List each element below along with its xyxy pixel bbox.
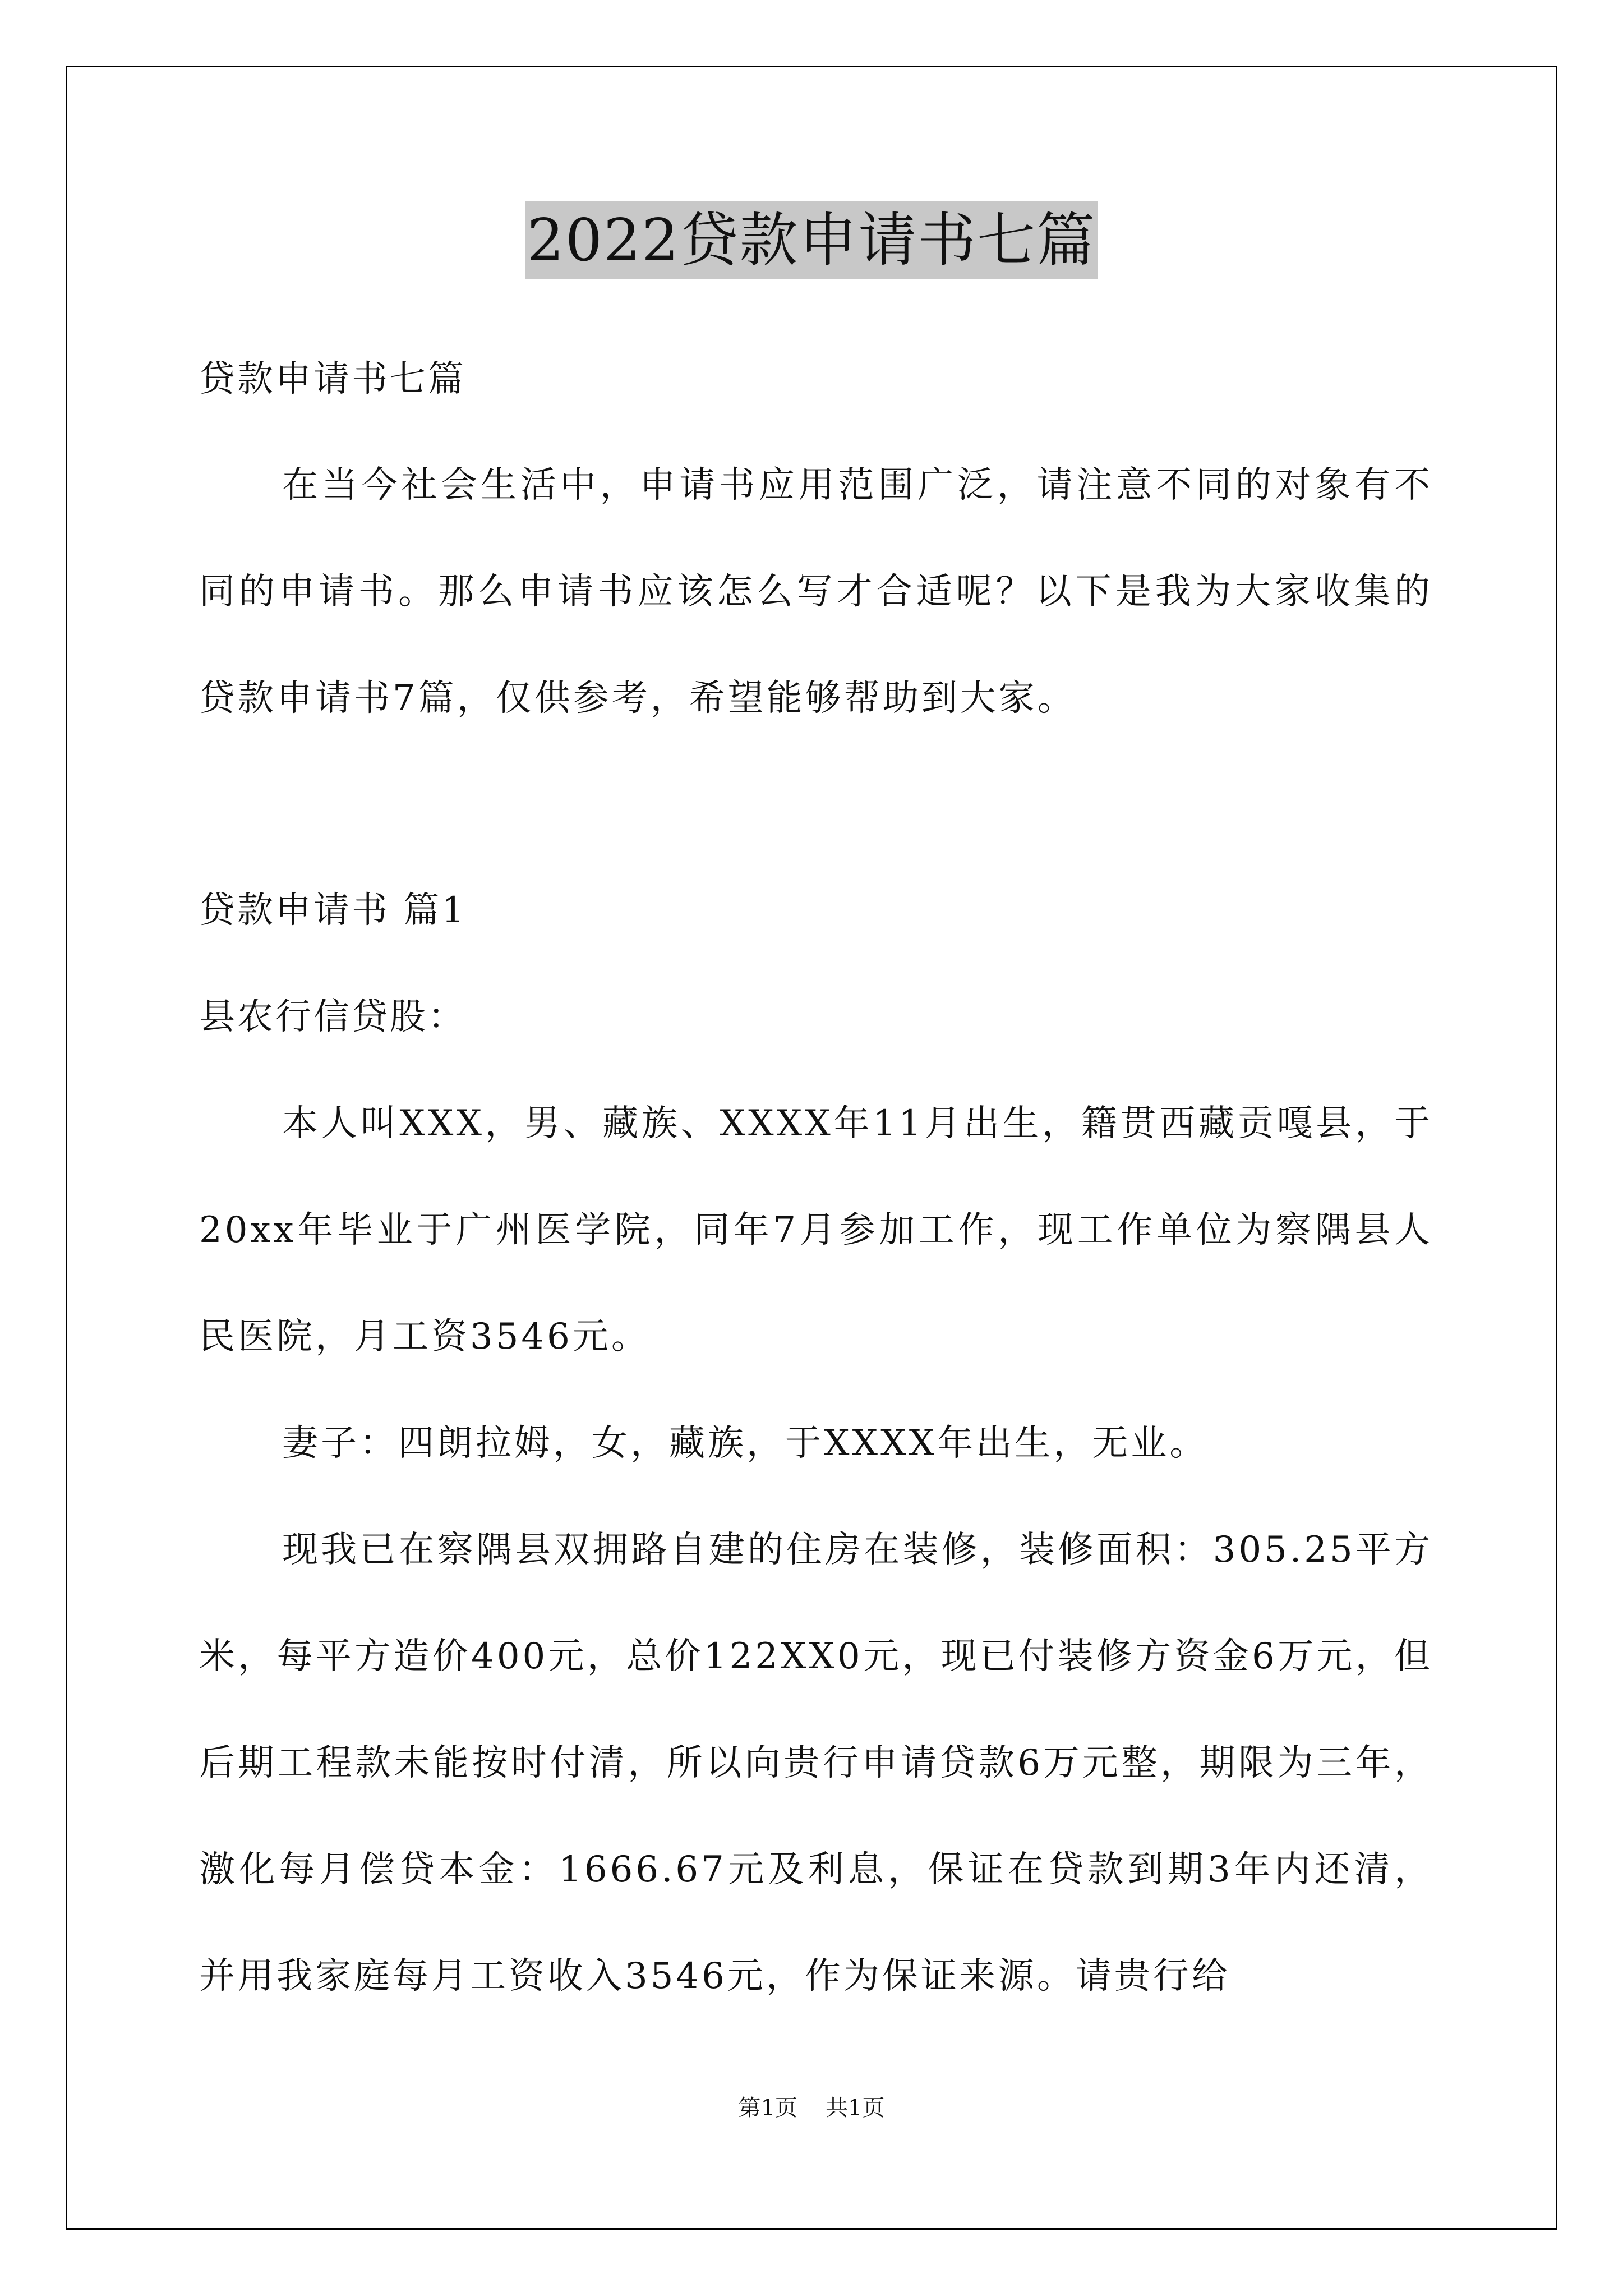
page-number-total: 共1页 bbox=[826, 2095, 885, 2121]
intro-paragraph: 在当今社会生活中，申请书应用范围广泛，请注意不同的对象有不同的申请书。那么申请书应该怎么写才合适呢？以下是我为大家收集的贷款申请书7篇，仅供参考，希望能够帮助到大家。 bbox=[199, 464, 1433, 719]
salutation: 县农行信贷股： bbox=[199, 996, 466, 1038]
paragraph-spouse: 妻子：四朗拉姆，女，藏族，于XXXX年出生，无业。 bbox=[282, 1423, 1209, 1464]
document-subtitle: 贷款申请书七篇 bbox=[199, 358, 466, 400]
title-container bbox=[0, 201, 1623, 279]
page-footer bbox=[0, 2091, 1623, 2125]
paragraph-loan-request: 现我已在察隅县双拥路自建的住房在装修，装修面积：305.25平方米，每平方造价400元，总价122XX0元，现已付装修方资金6万元，但后期工程款未能按时付清，所以向贵行申请贷款6万元整，期限为三年，激化每月偿贷本金：1666.67元及利息，保证在贷款到期3年内还清，并用我家庭每月工资收入3546元，作为保证来源。请贵行给 bbox=[199, 1529, 1433, 1997]
paragraph-applicant: 本人叫XXX，男、藏族、XXXX年11月出生，籍贯西藏贡嘎县，于20xx年毕业于广州医学院，同年7月参加工作，现工作单位为察隅县人民医院，月工资3546元。 bbox=[199, 1103, 1433, 1358]
document-title: 2022贷款申请书七篇 bbox=[525, 201, 1099, 279]
page-number-current: 第1页 bbox=[738, 2095, 797, 2121]
section-heading: 贷款申请书 篇1 bbox=[199, 890, 467, 931]
